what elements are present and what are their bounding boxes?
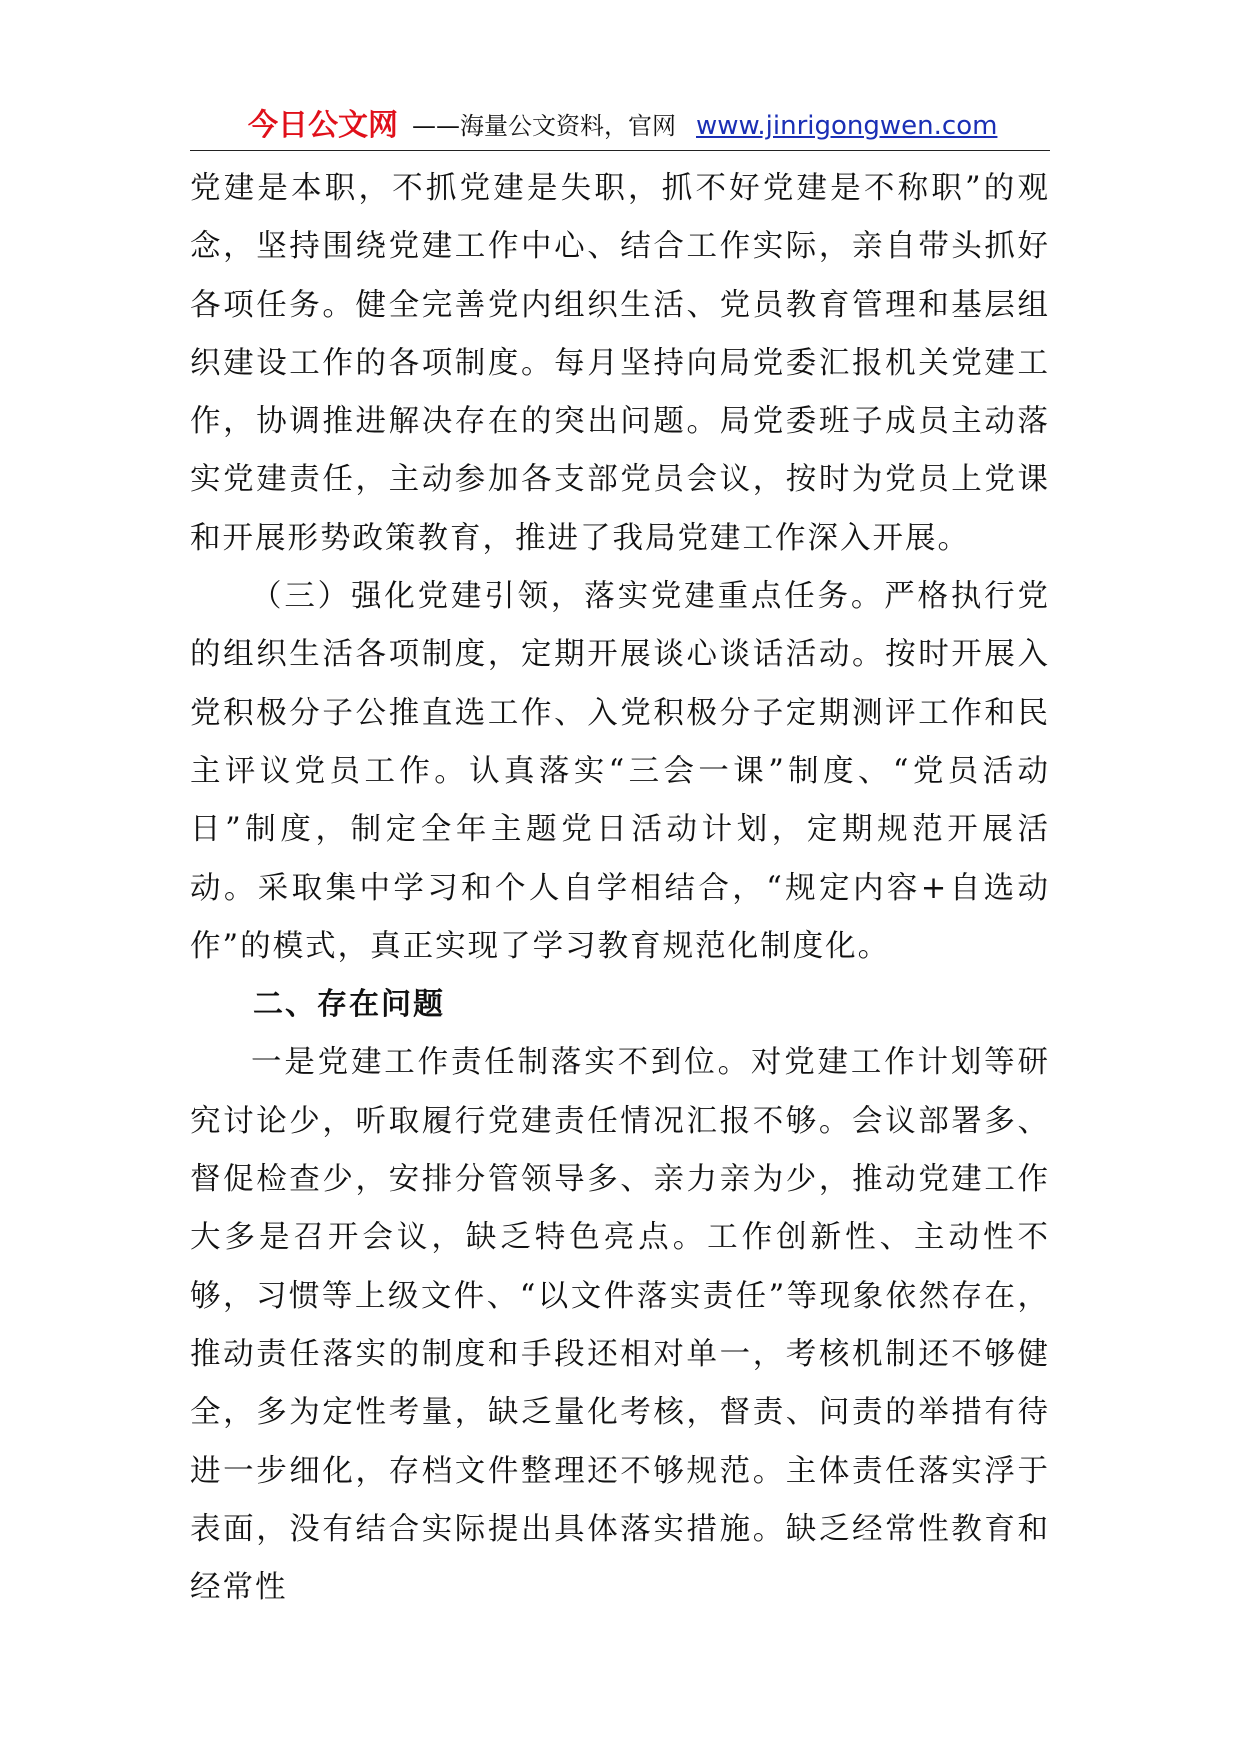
paragraph-continued: 党建是本职，不抓党建是失职，抓不好党建是不称职”的观念，坚持围绕党建工作中心、结合工作实际，亲自带头抓好各项任务。健全完善党内组织生活、党员教育管理和基层组织建设工作的各项制度。每月坚持向局党委汇报机关党建工作，协调推进解决存在的突出问题。局党委班子成员主动落实党建责任，主动参加各支部党员会议，按时为党员上党课和开展形势政策教育，推进了我局党建工作深入开展。 [190,171,1050,556]
site-brand[interactable]: 今日公文网 [248,108,398,143]
section-heading-problems: 二、存在问题 [253,987,445,1023]
site-url-link[interactable]: www.jinrigongwen.com [696,111,998,141]
site-slogan: ——海量公文资料，官网 [412,112,676,140]
document-body [190,160,1050,1617]
page-header [190,104,1050,148]
paragraph-problem-one: 一是党建工作责任制落实不到位。对党建工作计划等研究讨论少，听取履行党建责任情况汇报不够。会议部署多、督促检查少，安排分管领导多、亲力亲为少，推动党建工作大多是召开会议，缺乏特色亮点。工作创新性、主动性不够，习惯等上级文件、“以文件落实责任”等现象依然存在，推动责任落实的制度和手段还相对单一，考核机制还不够健全，多为定性考量，缺乏量化考核，督责、问责的举措有待进一步细化，存档文件整理还不够规范。主体责任落实浮于表面，没有结合实际提出具体落实措施。缺乏经常性教育和经常性 [190,1045,1050,1606]
paragraph-section-three: （三）强化党建引领，落实党建重点任务。严格执行党的组织生活各项制度，定期开展谈心谈话活动。按时开展入党积极分子公推直选工作、入党积极分子定期测评工作和民主评议党员工作。认真落实“三会一课”制度、“党员活动日”制度，制定全年主题党日活动计划，定期规范开展活动。采取集中学习和个人自学相结合，“规定内容+自选动作”的模式，真正实现了学习教育规范化制度化。 [190,579,1050,964]
header-divider [190,150,1050,151]
